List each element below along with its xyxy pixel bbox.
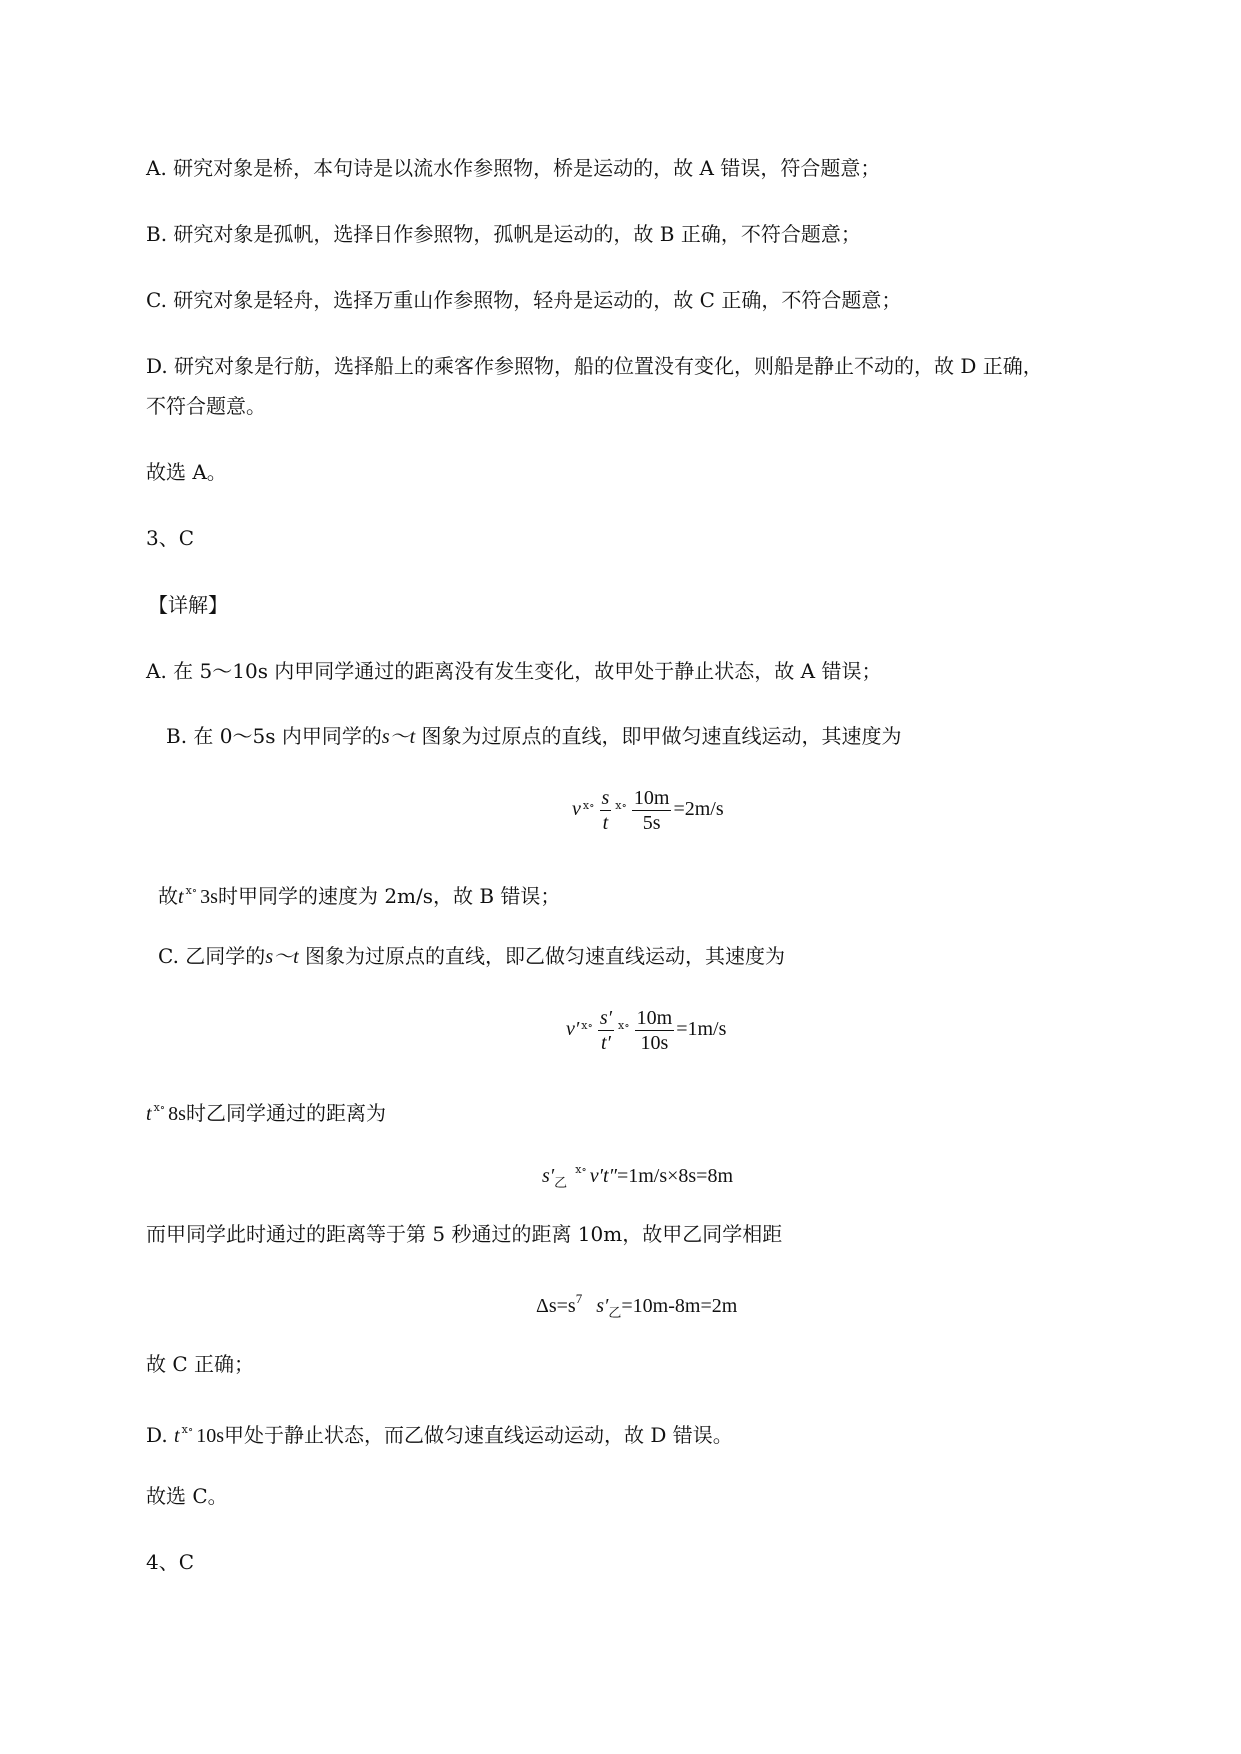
time-variable: t bbox=[146, 1103, 152, 1125]
eq2-denominator-2: 10s bbox=[640, 1032, 669, 1054]
st-graph-symbol: s～t bbox=[265, 946, 299, 968]
q3-b2-suffix: 时甲同学的速度为 2m/s，故 B 错误； bbox=[217, 884, 561, 908]
eq2-numerator-1: s′ bbox=[599, 1007, 613, 1029]
eq2-denominator-1: t′ bbox=[600, 1032, 611, 1054]
garbled-equals-glyph: ⅹ∘ bbox=[618, 1020, 630, 1033]
q3-option-c-distance bbox=[146, 1094, 386, 1128]
option-a-explanation: A. 研究对象是桥，本句诗是以流水作参照物，桥是运动的，故 A 错误，符合题意； bbox=[146, 156, 881, 180]
garbled-equals-glyph: ⅹ∘ bbox=[181, 1423, 194, 1436]
q3-c2-suffix: 时乙同学通过的距离为 bbox=[185, 1101, 386, 1125]
q3-d-suffix: 甲处于静止状态，而乙做匀速直线运动运动，故 D 错误。 bbox=[224, 1423, 733, 1447]
eq2-fraction-2 bbox=[635, 1006, 675, 1055]
eq2-lhs: v′ bbox=[566, 1018, 580, 1041]
eq4-superscript: 7 bbox=[575, 1291, 583, 1306]
eq1-fraction-1 bbox=[600, 786, 612, 835]
answer-choice-c: 故选 C。 bbox=[146, 1484, 228, 1508]
eq1-denominator-1: t bbox=[602, 812, 609, 834]
garbled-equals-glyph: ⅹ∘ bbox=[615, 800, 627, 813]
st-graph-symbol: s～t bbox=[381, 726, 416, 748]
eq2-numerator-2: 10m bbox=[636, 1007, 673, 1029]
option-d-explanation-line2: 不符合题意。 bbox=[146, 394, 266, 418]
eq1-numerator-2: 10m bbox=[633, 787, 670, 809]
time-value: 8s bbox=[168, 1103, 186, 1125]
q3-option-d bbox=[146, 1416, 733, 1450]
q3-option-a: A. 在 5～10s 内甲同学通过的距离没有发生变化，故甲处于静止状态，故 A 错误； bbox=[146, 659, 882, 683]
eq3-result: =1m/s×8s=8m bbox=[616, 1165, 734, 1187]
question-3-answer: 3、C bbox=[146, 526, 195, 550]
eq1-numerator-1: s bbox=[601, 787, 610, 809]
q3-b-prefix: B. 在 0～5s 内甲同学的 bbox=[166, 724, 382, 748]
eq2-result: =1m/s bbox=[676, 1018, 727, 1041]
time-value: 3s bbox=[200, 886, 218, 908]
eq3-lhs-subscript: 乙 bbox=[554, 1175, 568, 1190]
eq3-lhs: s′ bbox=[542, 1165, 555, 1187]
q3-option-b bbox=[166, 722, 902, 751]
q3-b2-prefix: 故 bbox=[158, 884, 178, 908]
option-c-explanation: C. 研究对象是轻舟，选择万重山作参照物，轻舟是运动的，故 C 正确，不符合题意； bbox=[146, 288, 902, 312]
answer-choice-a: 故选 A。 bbox=[146, 460, 227, 484]
eq1-lhs: v bbox=[572, 798, 581, 821]
q3-option-c-conclusion: 故 C 正确； bbox=[146, 1352, 255, 1376]
option-d-explanation-line1: D. 研究对象是行舫，选择船上的乘客作参照物，船的位置没有变化，则船是静止不动的，故 D 正确， bbox=[146, 354, 1043, 378]
garbled-equals-glyph: ⅹ∘ bbox=[581, 1020, 593, 1033]
garbled-equals-glyph: ⅹ∘ bbox=[582, 800, 595, 813]
garbled-equals-glyph: ⅹ∘ bbox=[185, 884, 198, 897]
q3-c-suffix: 图象为过原点的直线，即乙做匀速直线运动，其速度为 bbox=[305, 944, 786, 968]
option-b-explanation: B. 研究对象是孤帆，选择日作参照物，孤帆是运动的，故 B 正确，不符合题意； bbox=[146, 222, 861, 246]
time-variable: t bbox=[174, 1425, 180, 1447]
separation-equation bbox=[536, 1285, 737, 1327]
eq3-middle: v′t″ bbox=[589, 1165, 617, 1187]
velocity-equation-2 bbox=[566, 1006, 726, 1055]
garbled-equals-glyph: ⅹ∘ bbox=[575, 1164, 587, 1176]
eq1-result: =2m/s bbox=[673, 798, 724, 821]
eq4-result: =10m-8m=2m bbox=[621, 1295, 738, 1317]
time-value: 10s bbox=[196, 1425, 225, 1447]
question-4-answer: 4、C bbox=[146, 1550, 195, 1574]
q3-c-prefix: C. 乙同学的 bbox=[158, 944, 266, 968]
eq4-subscript: 乙 bbox=[608, 1305, 622, 1320]
q3-distance-comparison: 而甲同学此时通过的距离等于第 5 秒通过的距离 10m，故甲乙同学相距 bbox=[146, 1222, 783, 1246]
q3-option-c bbox=[158, 942, 785, 971]
eq4-delta: Δs=s bbox=[536, 1295, 576, 1317]
q3-d-prefix: D. bbox=[146, 1423, 175, 1447]
eq1-denominator-2: 5s bbox=[642, 812, 661, 834]
q3-b-suffix: 图象为过原点的直线，即甲做匀速直线运动，其速度为 bbox=[421, 724, 902, 748]
eq4-s-prime: s′ bbox=[596, 1295, 609, 1317]
q3-option-b-conclusion bbox=[158, 877, 560, 911]
time-variable: t bbox=[178, 886, 184, 908]
garbled-equals-glyph: ⅹ∘ bbox=[153, 1101, 166, 1114]
distance-equation bbox=[542, 1156, 733, 1197]
eq1-fraction-2 bbox=[632, 786, 672, 835]
velocity-equation-1 bbox=[572, 786, 724, 835]
eq2-fraction-1 bbox=[598, 1006, 614, 1055]
detail-heading: 【详解】 bbox=[148, 593, 228, 617]
